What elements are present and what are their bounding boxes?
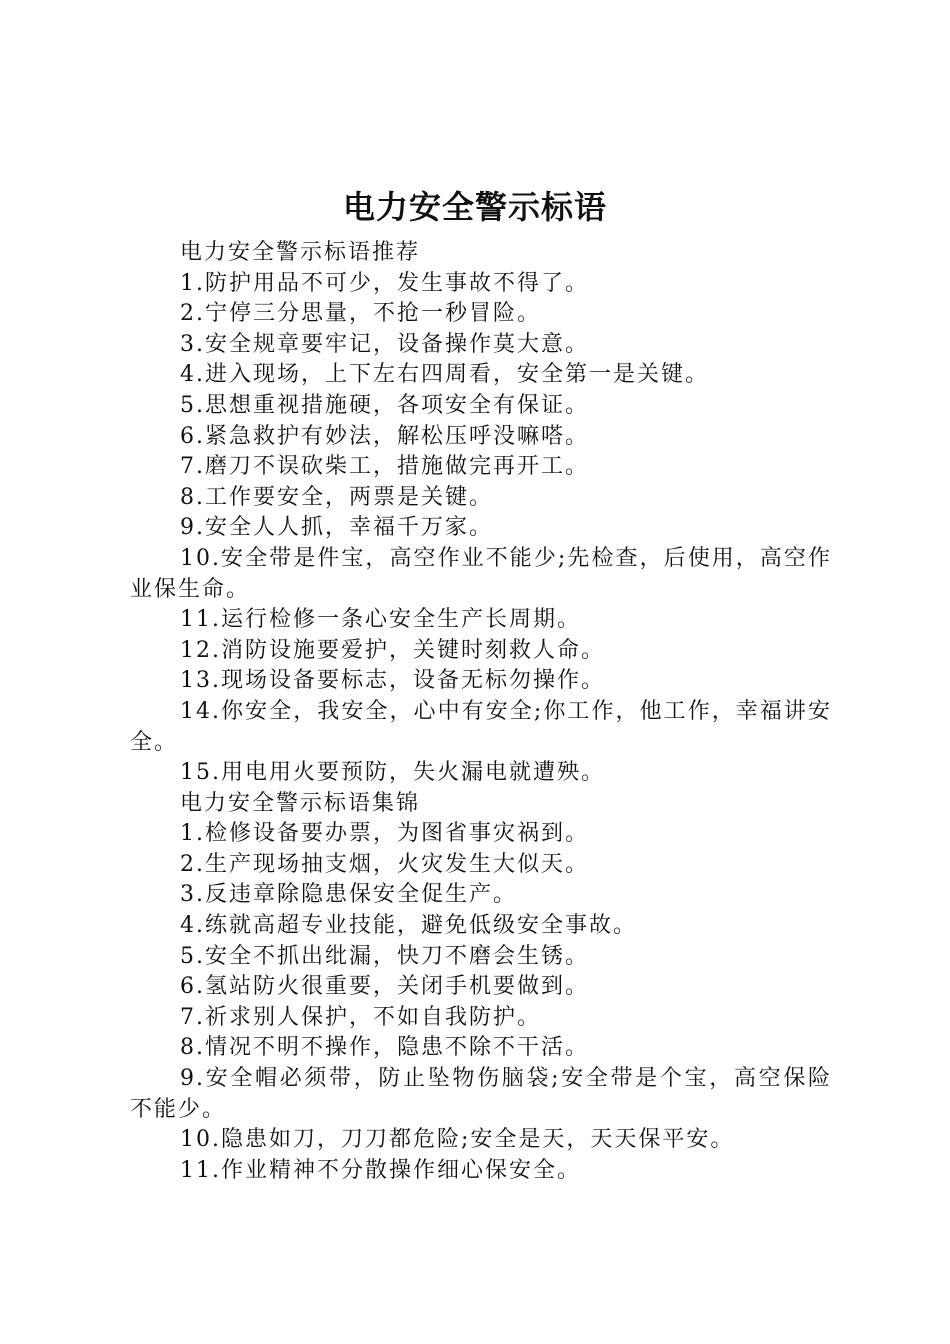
slogan-item: 8.情况不明不操作，隐患不除不干活。 (180, 1035, 589, 1061)
section-heading-collection: 电力安全警示标语集锦 (180, 790, 421, 816)
slogan-item: 13.现场设备要标志，设备无标勿操作。 (180, 668, 605, 694)
slogan-item: 11.作业精神不分散操作细心保安全。 (180, 1157, 581, 1183)
slogan-item: 7.磨刀不误砍柴工，措施做完再开工。 (180, 454, 589, 480)
slogan-item: 9.安全人人抓，幸福千万家。 (180, 515, 493, 541)
slogan-item: 5.思想重视措施硬，各项安全有保证。 (180, 392, 589, 418)
slogan-item: 14.你安全，我安全，心中有安全;你工作，他工作，幸福讲安全。 (130, 698, 832, 755)
slogan-item: 4.练就高超专业技能，避免低级安全事故。 (180, 913, 637, 939)
slogan-item: 2.宁停三分思量，不抢一秒冒险。 (180, 301, 541, 327)
section-heading-recommend: 电力安全警示标语推荐 (180, 240, 421, 265)
slogan-item: 1.防护用品不可少，发生事故不得了。 (180, 270, 589, 296)
slogan-item: 3.反违章除隐患保安全促生产。 (180, 882, 517, 908)
slogan-item: 3.安全规章要牢记，设备操作莫大意。 (180, 331, 589, 357)
slogan-item: 11.运行检修一条心安全生产长周期。 (180, 607, 581, 633)
document-title: 电力安全警示标语 (342, 188, 607, 226)
slogan-item: 10.隐患如刀，刀刀都危险;安全是天，天天保平安。 (180, 1127, 735, 1153)
slogan-item: 10.安全带是件宝，高空作业不能少;先检查，后使用，高空作业保生命。 (130, 545, 832, 602)
slogan-item: 7.祈求别人保护，不如自我防护。 (180, 1004, 541, 1030)
slogan-item: 12.消防设施要爱护，关键时刻救人命。 (180, 637, 605, 663)
slogan-item: 1.检修设备要办票，为图省事灾祸到。 (180, 821, 589, 847)
slogan-item: 15.用电用火要预防，失火漏电就遭殃。 (180, 760, 605, 786)
slogan-item: 2.生产现场抽支烟，火灾发生大似天。 (180, 851, 589, 877)
slogan-item: 5.安全不抓出纰漏，快刀不磨会生锈。 (180, 943, 589, 969)
slogan-item: 6.氢站防火很重要，关闭手机要做到。 (180, 974, 589, 1000)
document-body (130, 238, 832, 1186)
slogan-item: 8.工作要安全，两票是关键。 (180, 484, 493, 510)
slogan-item: 4.进入现场，上下左右四周看，安全第一是关键。 (180, 362, 709, 388)
slogan-item: 6.紧急救护有妙法，解松压呼没嘛嗒。 (180, 423, 589, 449)
slogan-item: 9.安全帽必须带，防止坠物伤脑袋;安全带是个宝，高空保险不能少。 (130, 1066, 832, 1122)
